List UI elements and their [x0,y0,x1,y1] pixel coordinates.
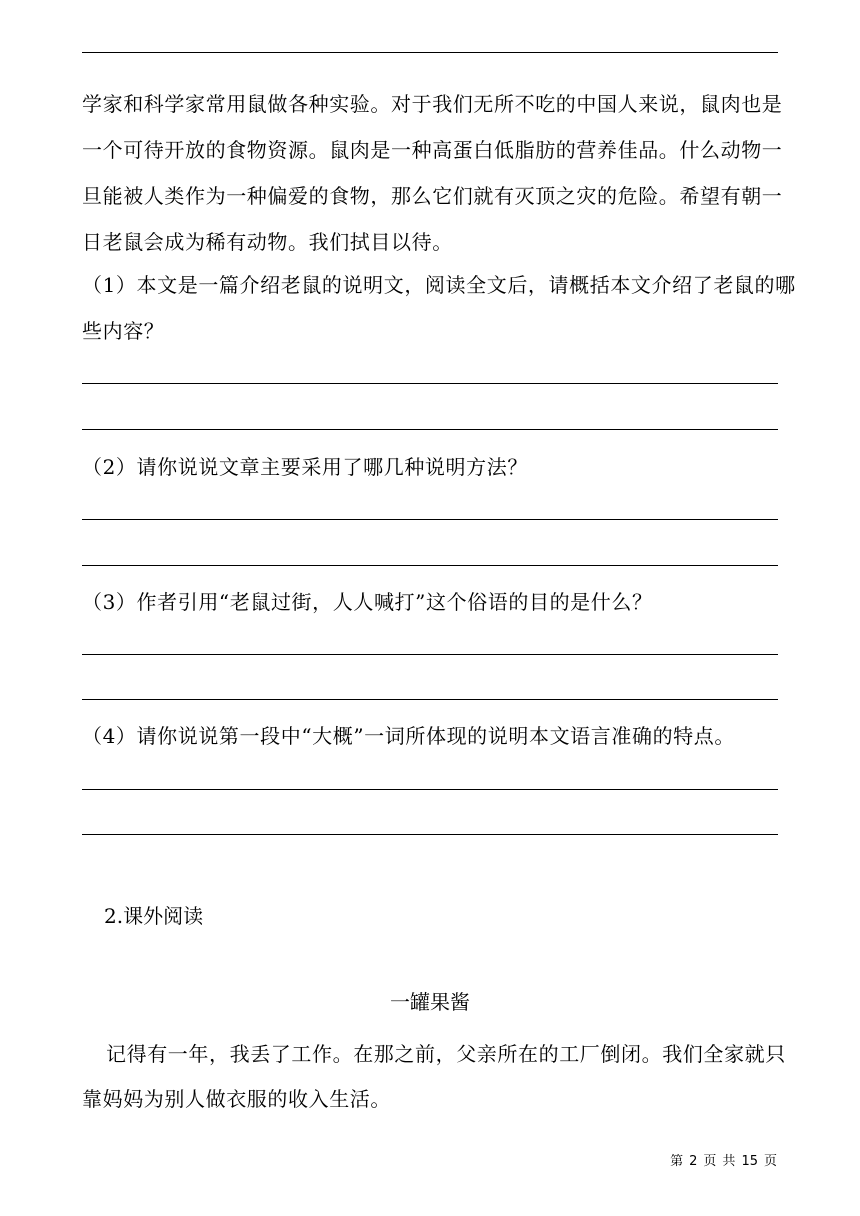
footer-label: 页 [703,1154,717,1169]
passage-line: 学家和科学家常用鼠做各种实验。对于我们无所不吃的中国人来说，鼠肉也是 [82,92,783,116]
answer-line[interactable] [82,519,778,520]
answer-line[interactable] [82,699,778,700]
question-4-text: （4）请你说说第一段中“大概”一词所体现的说明本文语言准确的特点。 [82,724,735,748]
question-2-text: （2）请你说说文章主要采用了哪几种说明方法？ [82,455,528,479]
story-line: 记得有一年，我丢了工作。在那之前，父亲所在的工厂倒闭。我们全家就只 [106,1042,786,1066]
current-page-number: 2 [689,1154,698,1169]
answer-line[interactable] [82,383,778,384]
footer-label: 第 [670,1154,684,1169]
total-page-count: 15 [741,1154,758,1169]
page-footer [640,1150,780,1169]
passage-line: 日老鼠会成为稀有动物。我们拭目以待。 [82,230,453,254]
passage-line: 旦能被人类作为一种偏爱的食物，那么它们就有灭顶之灾的危险。希望有朝一 [82,184,783,208]
answer-line[interactable] [82,429,778,430]
footer-label: 页 [763,1154,777,1169]
story-line: 靠妈妈为别人做衣服的收入生活。 [82,1087,391,1111]
question-1-text-cont: 些内容？ [82,319,165,343]
passage-line: 一个可待开放的食物资源。鼠肉是一种高蛋白低脂肪的营养佳品。什么动物一 [82,138,783,162]
answer-line[interactable] [82,654,778,655]
story-title: 一罐果酱 [390,990,470,1014]
answer-line[interactable] [82,789,778,790]
question-1-text: （1）本文是一篇介绍老鼠的说明文，阅读全文后，请概括本文介绍了老鼠的哪 [82,273,796,297]
answer-line[interactable] [82,834,778,835]
header-rule [82,52,778,53]
answer-line[interactable] [82,565,778,566]
question-3-text: （3）作者引用“老鼠过街，人人喊打”这个俗语的目的是什么？ [82,590,653,614]
section-heading: 2.课外阅读 [104,904,204,928]
footer-label: 共 [722,1154,736,1169]
